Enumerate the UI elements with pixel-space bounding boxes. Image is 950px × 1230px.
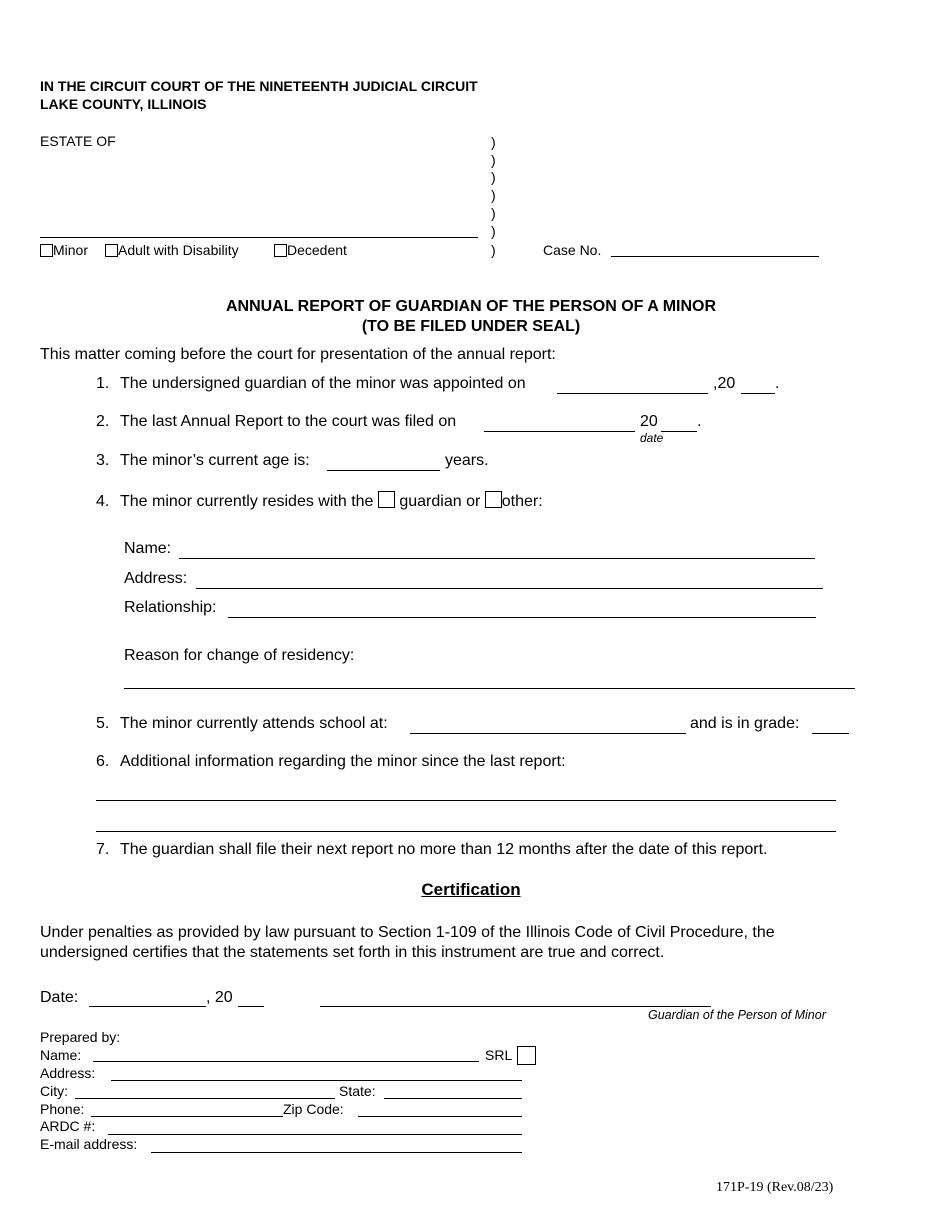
reason-line[interactable] (124, 688, 855, 689)
signature-line[interactable] (320, 1006, 711, 1007)
caption-paren: ) (491, 187, 496, 203)
signature-year-prefix: , 20 (206, 989, 233, 1006)
adult-disability-checkbox[interactable] (105, 244, 118, 257)
intro-text: This matter coming before the court for presentation of the annual report: (40, 346, 556, 363)
preparer-email-label: E-mail address: (40, 1136, 138, 1152)
preparer-city-line[interactable] (75, 1098, 335, 1099)
caption-paren: ) (491, 205, 496, 221)
guardian-checkbox[interactable] (378, 491, 395, 508)
item-number: 1. (96, 375, 110, 392)
years-label: years. (445, 452, 489, 469)
caption-paren: ) (491, 134, 496, 150)
additional-info-line-2[interactable] (96, 831, 836, 832)
preparer-ardc-line[interactable] (108, 1134, 522, 1135)
preparer-city-label: City: (40, 1083, 68, 1099)
item-text: The undersigned guardian of the minor was appointed on (120, 375, 526, 392)
item-text: The minor’s current age is: (120, 452, 310, 469)
srl-label: SRL (485, 1047, 513, 1063)
estate-of-label: ESTATE OF (40, 133, 116, 149)
srl-checkbox[interactable] (517, 1046, 536, 1065)
item-1-period: . (775, 375, 780, 392)
additional-info-line-1[interactable] (96, 800, 836, 801)
residence-name-label: Name: (124, 540, 172, 557)
minor-label: Minor (53, 242, 89, 258)
age-line[interactable] (327, 470, 440, 471)
signature-year-line[interactable] (238, 1006, 264, 1007)
preparer-email-line[interactable] (151, 1152, 522, 1153)
item-text: Additional information regarding the minor since the last report: (120, 753, 566, 770)
caption-paren: ) (491, 169, 496, 185)
preparer-name-line[interactable] (93, 1061, 479, 1062)
item-number: 7. (96, 841, 110, 858)
item-number: 6. (96, 753, 110, 770)
residence-name-line[interactable] (179, 558, 815, 559)
grade-label: and is in grade: (690, 715, 800, 732)
signature-caption: Guardian of the Person of Minor (648, 1008, 826, 1022)
certification-body-line-1: Under penalties as provided by law pursuant to Section 1-109 of the Illinois Code of Civil Procedure, the (40, 924, 775, 941)
prepared-by-heading: Prepared by: (40, 1029, 121, 1045)
date-caption: date (640, 431, 664, 445)
item-7 (96, 841, 767, 859)
appointed-date-line[interactable] (557, 393, 708, 394)
signature-date-line[interactable] (89, 1006, 206, 1007)
other-checkbox[interactable] (485, 491, 502, 508)
caption-paren: ) (491, 223, 496, 239)
caption-paren: ) (491, 152, 496, 168)
form-title: ANNUAL REPORT OF GUARDIAN OF THE PERSON OF A MINOR (225, 298, 717, 315)
minor-option (40, 242, 88, 258)
item-4 (96, 491, 543, 511)
last-report-year-prefix: 20 (640, 413, 658, 430)
preparer-ardc-label: ARDC #: (40, 1118, 96, 1134)
item-text: The guardian shall file their next report no more than 12 months after the date of this report. (120, 841, 768, 858)
relationship-label: Relationship: (124, 599, 217, 616)
item-2-period: . (697, 413, 702, 430)
preparer-zip-label: Zip Code: (283, 1101, 344, 1117)
preparer-address-line[interactable] (111, 1080, 522, 1081)
item-2 (96, 413, 456, 431)
item-5 (96, 715, 388, 733)
last-report-year-line[interactable] (661, 431, 697, 432)
adult-disability-option (105, 242, 239, 258)
residence-address-line[interactable] (196, 588, 823, 589)
adult-disability-label: Adult with Disability (118, 242, 239, 258)
residence-address-label: Address: (124, 570, 188, 587)
decedent-checkbox[interactable] (274, 244, 287, 257)
item-3 (96, 452, 310, 470)
other-option-label: other: (501, 493, 543, 510)
date-label: Date: (40, 989, 79, 1006)
item-number: 5. (96, 715, 110, 732)
preparer-name-label: Name: (40, 1047, 82, 1063)
guardian-option-label: guardian or (399, 493, 481, 510)
appointed-year-line[interactable] (741, 393, 775, 394)
case-no-label: Case No. (543, 242, 602, 258)
caption-paren: ) (491, 242, 496, 258)
county-name: LAKE COUNTY, ILLINOIS (40, 96, 207, 112)
relationship-line[interactable] (228, 617, 816, 618)
last-report-date-line[interactable] (484, 431, 635, 432)
school-line[interactable] (410, 733, 686, 734)
item-text: The minor currently attends school at: (120, 715, 388, 732)
certification-body-line-2: undersigned certifies that the statements set forth in this instrument are true and correct. (40, 944, 665, 961)
preparer-phone-line[interactable] (91, 1116, 283, 1117)
item-6 (96, 753, 566, 771)
item-number: 3. (96, 452, 110, 469)
preparer-address-label: Address: (40, 1065, 96, 1081)
item-text: The minor currently resides with the (120, 493, 374, 510)
preparer-phone-label: Phone: (40, 1101, 85, 1117)
decedent-option (274, 242, 347, 258)
reason-label: Reason for change of residency: (124, 647, 355, 664)
item-number: 4. (96, 493, 110, 510)
grade-line[interactable] (812, 733, 849, 734)
preparer-zip-line[interactable] (358, 1116, 522, 1117)
certification-heading: Certification (421, 880, 521, 899)
preparer-state-line[interactable] (384, 1098, 522, 1099)
minor-checkbox[interactable] (40, 244, 53, 257)
form-number: 171P-19 (Rev.08/23) (716, 1180, 834, 1195)
court-name: IN THE CIRCUIT COURT OF THE NINETEENTH JUDICIAL CIRCUIT (40, 78, 478, 94)
preparer-state-label: State: (339, 1083, 376, 1099)
form-subtitle: (TO BE FILED UNDER SEAL) (361, 318, 581, 335)
case-no-line[interactable] (611, 256, 819, 257)
appointed-year-prefix: ,20 (713, 375, 736, 392)
estate-name-line[interactable] (40, 237, 478, 238)
item-number: 2. (96, 413, 110, 430)
item-text: The last Annual Report to the court was filed on (120, 413, 457, 430)
item-1 (96, 375, 526, 393)
decedent-label: Decedent (287, 242, 347, 258)
